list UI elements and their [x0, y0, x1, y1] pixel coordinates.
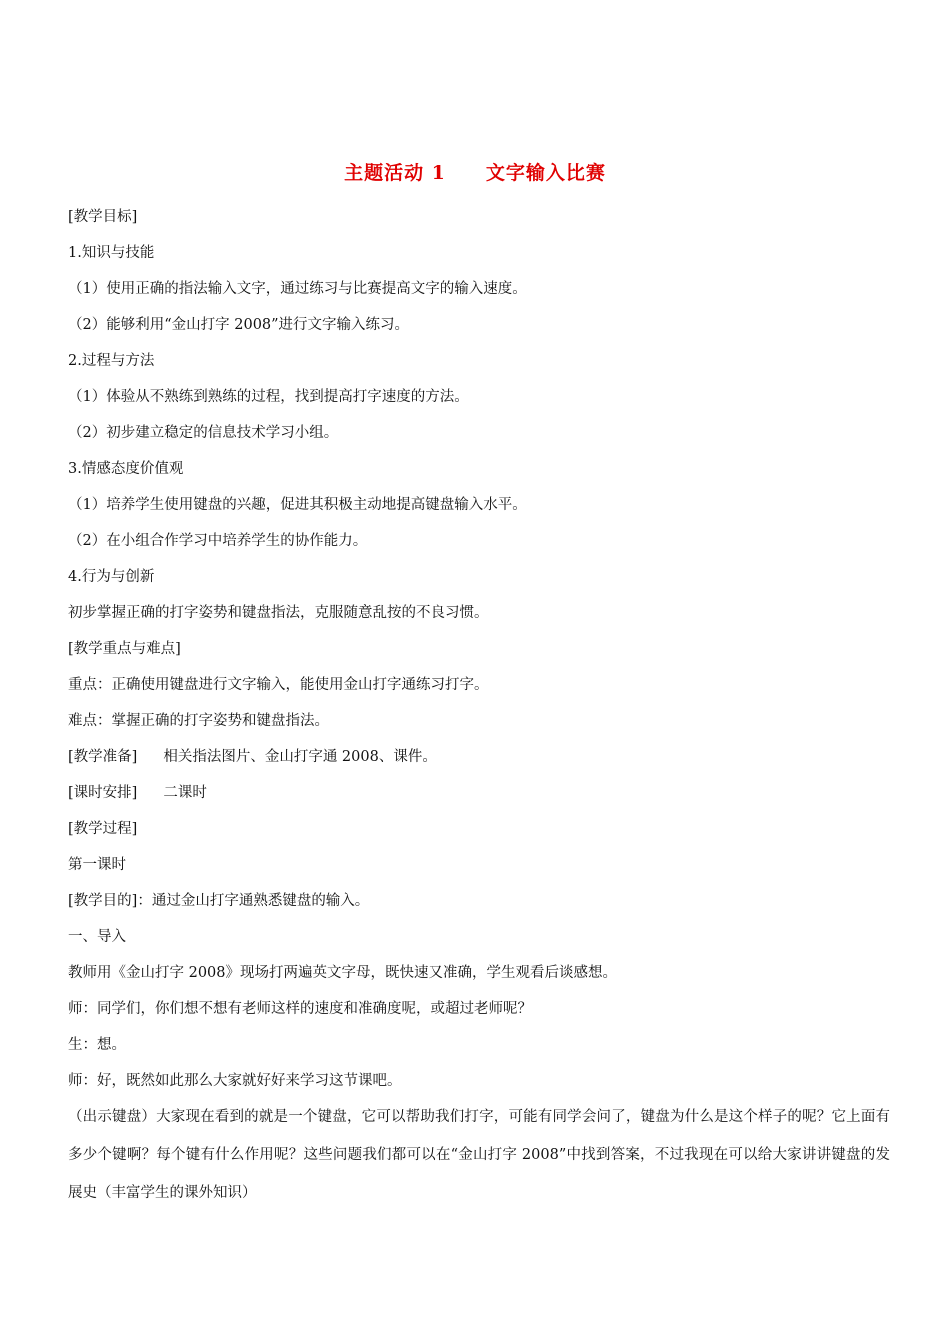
list-item: （1）培养学生使用键盘的兴趣，促进其积极主动地提高键盘输入水平。 — [68, 497, 527, 513]
body-line: [教学目的]：通过金山打字通熟悉键盘的输入。 — [68, 893, 370, 909]
section-heading-goals: [教学目标] — [68, 209, 138, 225]
body-line: 重点：正确使用键盘进行文字输入，能使用金山打字通练习打字。 — [68, 677, 489, 693]
title-topic: 文字输入比赛 — [485, 162, 606, 184]
prep-line — [68, 746, 888, 782]
document-body — [68, 206, 888, 1212]
dialogue-line: 师：好，既然如此那么大家就好好来学习这节课吧。 — [68, 1073, 402, 1089]
dialogue-line: 生：想。 — [68, 1037, 126, 1053]
body-line: 教师用《金山打字 2008》现场打两遍英文字母，既快速又准确，学生观看后谈感想。 — [68, 965, 618, 981]
subheading-process: 2.过程与方法 — [68, 353, 155, 369]
list-item: （2）初步建立稳定的信息技术学习小组。 — [68, 425, 339, 441]
list-item: （1）使用正确的指法输入文字，通过练习与比赛提高文字的输入速度。 — [68, 281, 527, 297]
document-title — [0, 158, 950, 185]
body-paragraph: （出示键盘）大家现在看到的就是一个键盘，它可以帮助我们打字，可能有同学会问了，键盘为什么是这个样子的呢？它上面有多少个键啊？每个键有什么作用呢？这些问题我们都可以在“金山打字 2008”中找到答案，不过我现在可以给大家讲讲键盘的发展史（丰富学生的课外知识） — [68, 1109, 890, 1201]
section-heading-process: [教学过程] — [68, 821, 138, 837]
body-line: 难点：掌握正确的打字姿势和键盘指法。 — [68, 713, 329, 729]
prep-label: [教学准备] — [68, 749, 138, 765]
dialogue-line: 师：同学们，你们想不想有老师这样的速度和准确度呢，或超过老师呢？ — [68, 1001, 532, 1017]
subheading-attitude: 3.情感态度价值观 — [68, 461, 184, 477]
step-heading: 一、导入 — [68, 929, 126, 945]
lesson-heading: 第一课时 — [68, 857, 126, 873]
schedule-line — [68, 782, 888, 818]
subheading-knowledge: 1.知识与技能 — [68, 245, 155, 261]
subheading-behavior: 4.行为与创新 — [68, 569, 155, 585]
schedule-label: [课时安排] — [68, 785, 138, 801]
prep-value: 相关指法图片、金山打字通 2008、课件。 — [163, 749, 437, 765]
list-item: （2）在小组合作学习中培养学生的协作能力。 — [68, 533, 368, 549]
section-heading-keypoints: [教学重点与难点] — [68, 641, 181, 657]
list-item: （2）能够利用“金山打字 2008”进行文字输入练习。 — [68, 317, 410, 333]
title-activity: 主题活动 1 — [344, 162, 446, 184]
schedule-value: 二课时 — [163, 785, 207, 801]
body-line: 初步掌握正确的打字姿势和键盘指法，克服随意乱按的不良习惯。 — [68, 605, 489, 621]
list-item: （1）体验从不熟练到熟练的过程，找到提高打字速度的方法。 — [68, 389, 469, 405]
